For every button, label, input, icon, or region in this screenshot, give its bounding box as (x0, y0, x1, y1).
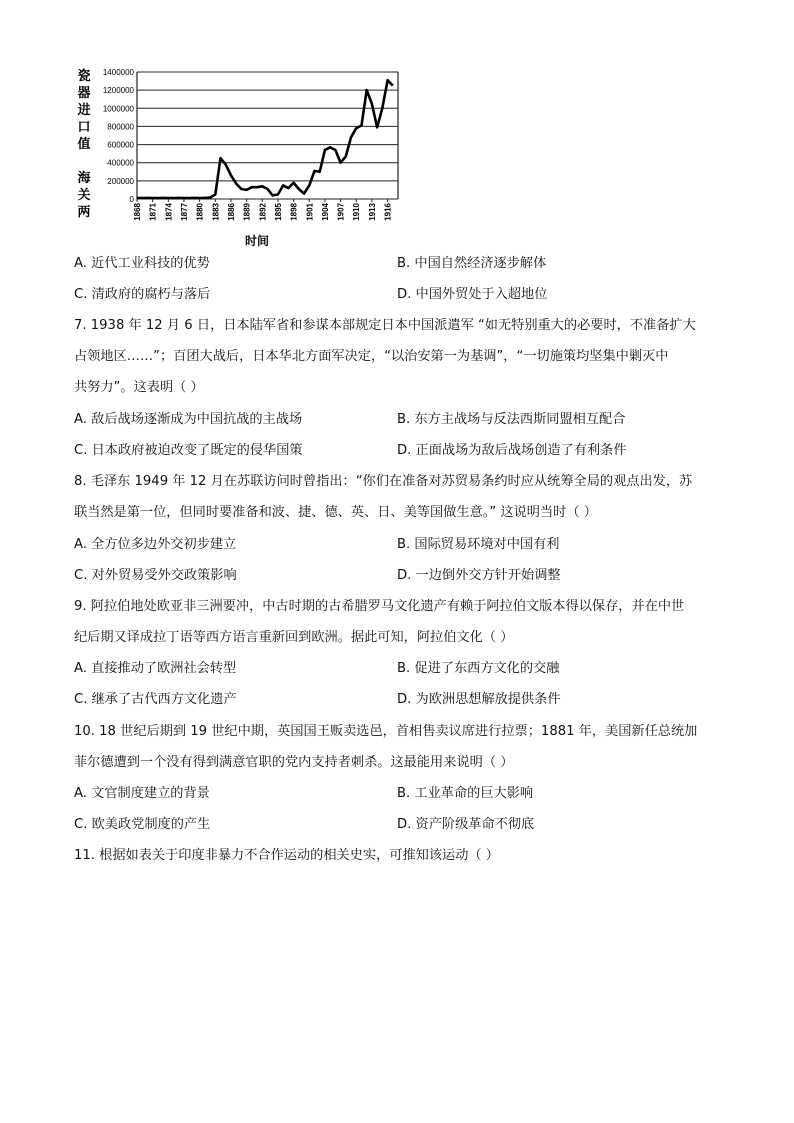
q7-option-a[interactable]: A. 敌后战场逐渐成为中国抗战的主战场 (74, 412, 303, 427)
q9-option-b[interactable]: B. 促进了东西方文化的交融 (397, 661, 560, 676)
q7-stem-line-2: 占领地区……”；百团大战后，日本华北方面军决定，“以治安第一为基调”，“一切施策均坚集中剿灭中 (74, 349, 669, 364)
q11-stem-line-1: 11. 根据如表关于印度非暴力不合作运动的相关史实，可推知该运动（ ） (74, 848, 499, 863)
porcelain-import-chart (70, 64, 410, 250)
y-tick-labels (103, 68, 135, 204)
y-title-char: 关 (77, 188, 91, 203)
q7-option-d[interactable]: D. 正面战场为敌后战场创造了有利条件 (397, 443, 627, 458)
y-title-char: 海 (77, 171, 91, 186)
x-tick-label: 1901 (305, 203, 315, 221)
q10-option-b[interactable]: B. 工业革命的巨大影响 (397, 786, 534, 801)
q9-option-a[interactable]: A. 直接推动了欧洲社会转型 (74, 661, 237, 676)
q7-stem-line-3: 共努力”。这表明（ ） (74, 380, 204, 395)
x-tick-label: 1907 (336, 203, 346, 221)
q8-option-c[interactable]: C. 对外贸易受外交政策影响 (74, 568, 237, 583)
q7-option-c[interactable]: C. 日本政府被迫改变了既定的侵华国策 (74, 443, 303, 458)
q10-option-c[interactable]: C. 欧美政党制度的产生 (74, 817, 211, 832)
x-axis-title: 时间 (244, 234, 270, 248)
x-tick-label: 1871 (148, 203, 158, 221)
x-tick-label: 1889 (242, 203, 252, 221)
q9-stem-line-1: 9. 阿拉伯地处欧亚非三洲要冲，中古时期的古希腊罗马文化遗产有赖于阿拉伯文版本得以保存，并在中世 (74, 599, 685, 614)
y-tick-label: 400000 (107, 158, 134, 168)
x-tick-label: 1886 (226, 203, 236, 221)
y-tick-label: 1400000 (102, 68, 134, 77)
y-tick-label: 1200000 (102, 86, 134, 96)
x-tick-label: 1910 (352, 203, 362, 221)
x-tick-label: 1880 (195, 203, 205, 221)
q6-option-b[interactable]: B. 中国自然经济逐步解体 (397, 256, 547, 271)
q6-option-a[interactable]: A. 近代工业科技的优势 (74, 256, 210, 271)
q10-stem-line-2: 菲尔德遭到一个没有得到满意官职的党内支持者刺杀。这最能用来说明（ ） (74, 755, 514, 770)
q9-option-d[interactable]: D. 为欧洲思想解放提供条件 (397, 692, 561, 707)
y-tick-label: 200000 (107, 176, 134, 186)
y-title-char: 口 (77, 120, 91, 135)
y-tick-label: 800000 (107, 122, 134, 132)
q9-stem-line-2: 纪后期又译成拉丁语等西方语言重新回到欧洲。据此可知，阿拉伯文化（ ） (74, 630, 514, 645)
y-tick-label: 600000 (107, 140, 134, 150)
x-tick-label: 1913 (367, 203, 377, 221)
x-tick-labels (133, 199, 393, 221)
y-title-char: 两 (77, 205, 91, 220)
q6-option-d[interactable]: D. 中国外贸处于入超地位 (397, 287, 548, 302)
q7-option-b[interactable]: B. 东方主战场与反法西斯同盟相互配合 (397, 412, 626, 427)
q7-stem-line-1: 7. 1938 年 12 月 6 日，日本陆军省和参谋本部规定日本中国派遣军 “如无特别重大的必要时，不准备扩大 (74, 318, 696, 333)
x-tick-label: 1916 (383, 203, 393, 221)
x-tick-label: 1883 (211, 203, 221, 221)
q10-option-a[interactable]: A. 文官制度建立的背景 (74, 786, 210, 801)
q9-option-c[interactable]: C. 继承了古代西方文化遗产 (74, 692, 237, 707)
x-tick-label: 1877 (179, 203, 189, 221)
chart-gridlines (137, 72, 398, 199)
q8-option-d[interactable]: D. 一边倒外交方针开始调整 (397, 568, 561, 583)
y-axis-title (76, 68, 91, 220)
y-tick-label: 0 (129, 195, 134, 204)
y-title-char: 器 (77, 86, 91, 101)
y-title-char: 值 (77, 137, 91, 152)
x-tick-label: 1895 (273, 203, 283, 221)
q10-stem-line-1: 10. 18 世纪后期到 19 世纪中期，英国国王贩卖选邑，首相售卖议席进行拉票；1881 年，美国新任总统加 (74, 724, 698, 739)
y-tick-label: 1000000 (102, 104, 134, 114)
x-tick-label: 1898 (289, 203, 299, 221)
q10-option-d[interactable]: D. 资产阶级革命不彻底 (397, 817, 535, 832)
y-title-char: 瓷 (77, 69, 91, 84)
x-tick-label: 1868 (133, 203, 142, 221)
x-tick-label: 1904 (320, 203, 330, 221)
q8-stem-line-1: 8. 毛泽东 1949 年 12 月在苏联访问时曾指出：“你们在准备对苏贸易条约时应从统筹全局的观点出发，苏 (74, 474, 693, 489)
y-title-char: 进 (77, 103, 91, 118)
q8-stem-line-2: 联当然是第一位，但同时要准备和波、捷、德、英、日、美等国做生意。” 这说明当时（ ） (74, 505, 597, 520)
x-tick-label: 1892 (258, 203, 268, 221)
q8-option-b[interactable]: B. 国际贸易环境对中国有利 (397, 537, 560, 552)
q8-option-a[interactable]: A. 全方位多边外交初步建立 (74, 537, 237, 552)
x-tick-label: 1874 (164, 203, 174, 221)
q6-option-c[interactable]: C. 清政府的腐朽与落后 (74, 287, 211, 302)
